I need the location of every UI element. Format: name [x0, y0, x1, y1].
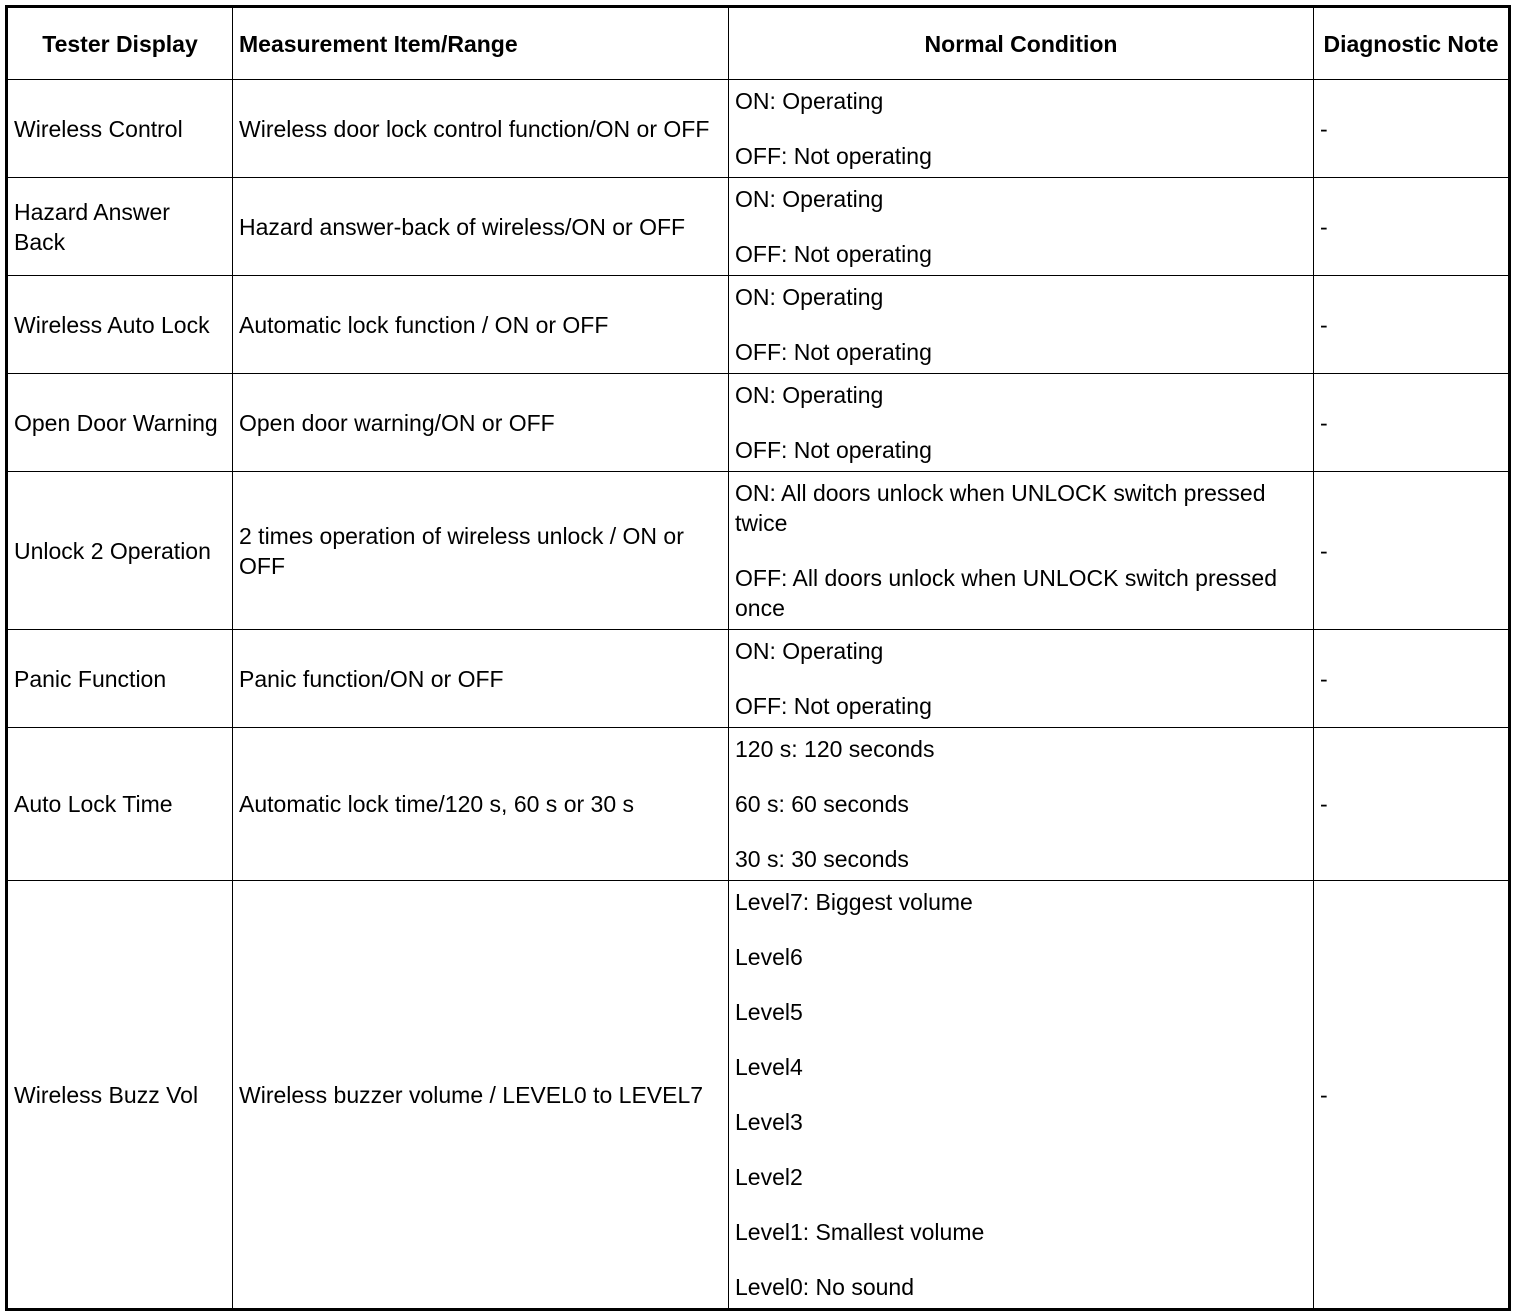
- cell-diagnostic-note: -: [1314, 178, 1510, 276]
- table-row: [7, 881, 1510, 1310]
- normal-condition-line: 30 s: 30 seconds: [735, 846, 909, 872]
- table-row: [7, 472, 1510, 630]
- normal-condition-line: ON: Operating: [735, 88, 884, 114]
- cell-tester-display: Wireless Control: [7, 80, 233, 178]
- cell-tester-display: Hazard Answer Back: [7, 178, 233, 276]
- cell-diagnostic-note: -: [1314, 276, 1510, 374]
- table-row: [7, 178, 1510, 276]
- cell-tester-display: Unlock 2 Operation: [7, 472, 233, 630]
- cell-tester-display: Panic Function: [7, 630, 233, 728]
- cell-tester-display: Open Door Warning: [7, 374, 233, 472]
- cell-measurement: Automatic lock function / ON or OFF: [233, 276, 729, 374]
- cell-normal-condition: [729, 630, 1314, 728]
- normal-condition-line: ON: Operating: [735, 638, 884, 664]
- normal-condition-line: Level7: Biggest volume: [735, 889, 973, 915]
- normal-condition-line: Level0: No sound: [735, 1274, 915, 1300]
- cell-measurement: Wireless door lock control function/ON or OFF: [233, 80, 729, 178]
- header-diagnostic-note: Diagnostic Note: [1314, 7, 1510, 80]
- table-row: [7, 276, 1510, 374]
- cell-tester-display: Wireless Buzz Vol: [7, 881, 233, 1310]
- cell-normal-condition: [729, 80, 1314, 178]
- cell-measurement: Automatic lock time/120 s, 60 s or 30 s: [233, 728, 729, 881]
- header-tester-display: Tester Display: [7, 7, 233, 80]
- cell-normal-condition: [729, 881, 1314, 1310]
- normal-condition-line: OFF: Not operating: [735, 437, 932, 463]
- cell-diagnostic-note: -: [1314, 472, 1510, 630]
- normal-condition-line: OFF: Not operating: [735, 693, 932, 719]
- normal-condition-line: ON: Operating: [735, 186, 884, 212]
- normal-condition-line: OFF: Not operating: [735, 143, 932, 169]
- table-row: [7, 630, 1510, 728]
- cell-normal-condition: [729, 178, 1314, 276]
- cell-normal-condition: [729, 472, 1314, 630]
- normal-condition-line: OFF: Not operating: [735, 241, 932, 267]
- cell-measurement: Panic function/ON or OFF: [233, 630, 729, 728]
- cell-tester-display: Wireless Auto Lock: [7, 276, 233, 374]
- cell-diagnostic-note: -: [1314, 630, 1510, 728]
- normal-condition-line: OFF: All doors unlock when UNLOCK switch pressed once: [735, 565, 1277, 621]
- normal-condition-line: Level5: [735, 999, 803, 1025]
- cell-measurement: Wireless buzzer volume / LEVEL0 to LEVEL7: [233, 881, 729, 1310]
- normal-condition-line: OFF: Not operating: [735, 339, 932, 365]
- cell-diagnostic-note: -: [1314, 374, 1510, 472]
- normal-condition-line: ON: All doors unlock when UNLOCK switch pressed twice: [735, 480, 1266, 536]
- cell-normal-condition: [729, 374, 1314, 472]
- cell-diagnostic-note: -: [1314, 881, 1510, 1310]
- cell-normal-condition: [729, 728, 1314, 881]
- cell-measurement: 2 times operation of wireless unlock / ON or OFF: [233, 472, 729, 630]
- table-row: [7, 80, 1510, 178]
- cell-normal-condition: [729, 276, 1314, 374]
- normal-condition-line: Level1: Smallest volume: [735, 1219, 985, 1245]
- normal-condition-line: Level3: [735, 1109, 803, 1135]
- data-table: [5, 5, 1511, 1311]
- normal-condition-line: Level6: [735, 944, 803, 970]
- header-row: [7, 7, 1510, 80]
- cell-diagnostic-note: -: [1314, 728, 1510, 881]
- header-measurement: Measurement Item/Range: [233, 7, 729, 80]
- normal-condition-line: ON: Operating: [735, 284, 884, 310]
- normal-condition-line: 120 s: 120 seconds: [735, 736, 935, 762]
- normal-condition-line: ON: Operating: [735, 382, 884, 408]
- normal-condition-line: 60 s: 60 seconds: [735, 791, 909, 817]
- normal-condition-line: Level4: [735, 1054, 803, 1080]
- normal-condition-line: Level2: [735, 1164, 803, 1190]
- table-row: [7, 728, 1510, 881]
- cell-tester-display: Auto Lock Time: [7, 728, 233, 881]
- table-row: [7, 374, 1510, 472]
- cell-measurement: Open door warning/ON or OFF: [233, 374, 729, 472]
- header-normal-condition: Normal Condition: [729, 7, 1314, 80]
- cell-measurement: Hazard answer-back of wireless/ON or OFF: [233, 178, 729, 276]
- cell-diagnostic-note: -: [1314, 80, 1510, 178]
